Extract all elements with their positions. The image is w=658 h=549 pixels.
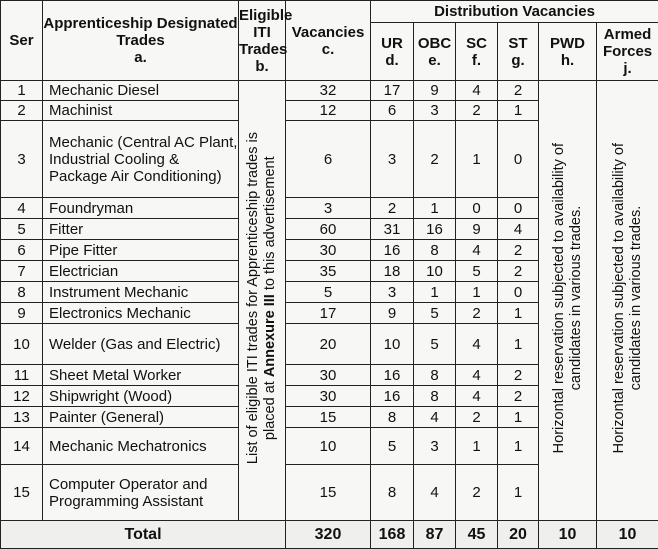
st-cell: 1 [498,101,539,121]
total-vacancies: 320 [286,521,371,549]
st-cell: 2 [498,240,539,261]
vacancies-cell: 30 [286,240,371,261]
trade-cell: Mechanic Diesel [43,81,239,101]
obc-cell: 8 [414,240,456,261]
sc-cell: 2 [456,101,498,121]
pwd-note-cell: Horizontal reservation subjected to availability of candidates in various trades. [539,81,597,521]
sc-cell: 1 [456,428,498,465]
st-cell: 2 [498,386,539,407]
vacancies-cell: 32 [286,81,371,101]
total-row [1,521,658,549]
vacancies-cell: 15 [286,465,371,521]
ur-cell: 17 [371,81,414,101]
sc-cell: 9 [456,219,498,240]
vacancies-cell: 10 [286,428,371,465]
st-cell: 4 [498,219,539,240]
total-armed-forces: 10 [597,521,658,549]
header-armed-forces: Armed Forces j. [597,23,658,81]
header-st: ST g. [498,23,539,81]
sc-cell: 5 [456,261,498,282]
total-ur: 168 [371,521,414,549]
ser-cell: 8 [1,282,43,303]
ur-cell: 3 [371,121,414,198]
obc-cell: 10 [414,261,456,282]
vacancies-cell: 35 [286,261,371,282]
trade-cell: Painter (General) [43,407,239,428]
total-st: 20 [498,521,539,549]
total-sc: 45 [456,521,498,549]
sc-cell: 2 [456,303,498,324]
vacancies-cell: 20 [286,324,371,365]
st-cell: 2 [498,261,539,282]
sc-cell: 4 [456,324,498,365]
table-row [1,81,658,101]
ur-cell: 10 [371,324,414,365]
header-iti: Eligible ITI Trades b. [239,1,286,81]
trade-cell: Shipwright (Wood) [43,386,239,407]
ur-cell: 6 [371,101,414,121]
header-ur: UR d. [371,23,414,81]
header-obc: OBC e. [414,23,456,81]
obc-cell: 16 [414,219,456,240]
trade-cell: Electronics Mechanic [43,303,239,324]
trade-cell: Pipe Fitter [43,240,239,261]
vacancies-cell: 30 [286,386,371,407]
vacancies-cell: 12 [286,101,371,121]
ser-cell: 7 [1,261,43,282]
obc-cell: 1 [414,282,456,303]
obc-cell: 5 [414,324,456,365]
st-cell: 0 [498,198,539,219]
sc-cell: 0 [456,198,498,219]
st-cell: 1 [498,324,539,365]
trade-cell: Machinist [43,101,239,121]
ur-cell: 8 [371,407,414,428]
obc-cell: 5 [414,303,456,324]
ser-cell: 4 [1,198,43,219]
vacancies-cell: 17 [286,303,371,324]
trade-cell: Foundryman [43,198,239,219]
iti-note-cell: List of eligible ITI trades for Apprenticeship trades is placed at Annexure III to this advertisement [239,81,286,521]
ur-cell: 16 [371,240,414,261]
vacancies-cell: 6 [286,121,371,198]
vacancies-cell: 5 [286,282,371,303]
sc-cell: 4 [456,365,498,386]
vacancies-cell: 30 [286,365,371,386]
trade-cell: Fitter [43,219,239,240]
st-cell: 1 [498,428,539,465]
sc-cell: 2 [456,407,498,428]
obc-cell: 2 [414,121,456,198]
ser-cell: 5 [1,219,43,240]
total-label: Total [1,521,286,549]
header-ser: Ser [1,1,43,81]
obc-cell: 8 [414,386,456,407]
sc-cell: 4 [456,386,498,407]
trade-cell: Electrician [43,261,239,282]
header-vacancies: Vacancies c. [286,1,371,81]
obc-cell: 4 [414,465,456,521]
sc-cell: 1 [456,121,498,198]
trade-cell: Welder (Gas and Electric) [43,324,239,365]
header-pwd: PWD h. [539,23,597,81]
ur-cell: 16 [371,386,414,407]
ser-cell: 1 [1,81,43,101]
ser-cell: 15 [1,465,43,521]
st-cell: 1 [498,465,539,521]
obc-cell: 4 [414,407,456,428]
obc-cell: 3 [414,428,456,465]
ser-cell: 9 [1,303,43,324]
header-trade: Apprenticeship Designated Trades a. [43,1,239,81]
st-cell: 1 [498,407,539,428]
obc-cell: 1 [414,198,456,219]
ser-cell: 11 [1,365,43,386]
st-cell: 2 [498,365,539,386]
ser-cell: 3 [1,121,43,198]
obc-cell: 9 [414,81,456,101]
sc-cell: 2 [456,465,498,521]
ser-cell: 14 [1,428,43,465]
trade-cell: Computer Operator and Programming Assistant [43,465,239,521]
ser-cell: 2 [1,101,43,121]
vacancies-cell: 60 [286,219,371,240]
ur-cell: 9 [371,303,414,324]
ser-cell: 13 [1,407,43,428]
sc-cell: 4 [456,81,498,101]
st-cell: 0 [498,282,539,303]
ur-cell: 3 [371,282,414,303]
trade-cell: Sheet Metal Worker [43,365,239,386]
sc-cell: 4 [456,240,498,261]
st-cell: 2 [498,81,539,101]
trade-cell: Mechanic Mechatronics [43,428,239,465]
trade-cell: Mechanic (Central AC Plant, Industrial Cooling & Package Air Conditioning) [43,121,239,198]
trade-cell: Instrument Mechanic [43,282,239,303]
sc-cell: 1 [456,282,498,303]
st-cell: 0 [498,121,539,198]
obc-cell: 3 [414,101,456,121]
ur-cell: 18 [371,261,414,282]
ur-cell: 8 [371,465,414,521]
header-sc: SC f. [456,23,498,81]
ser-cell: 12 [1,386,43,407]
ser-cell: 10 [1,324,43,365]
total-pwd: 10 [539,521,597,549]
ur-cell: 16 [371,365,414,386]
ur-cell: 31 [371,219,414,240]
ur-cell: 5 [371,428,414,465]
st-cell: 1 [498,303,539,324]
total-obc: 87 [414,521,456,549]
vacancies-cell: 3 [286,198,371,219]
header-distribution: Distribution Vacancies [371,1,658,23]
vacancies-cell: 15 [286,407,371,428]
ur-cell: 2 [371,198,414,219]
armed-forces-note-cell: Horizontal reservation subjected to availability of candidates in various trades. [597,81,658,521]
ser-cell: 6 [1,240,43,261]
obc-cell: 8 [414,365,456,386]
